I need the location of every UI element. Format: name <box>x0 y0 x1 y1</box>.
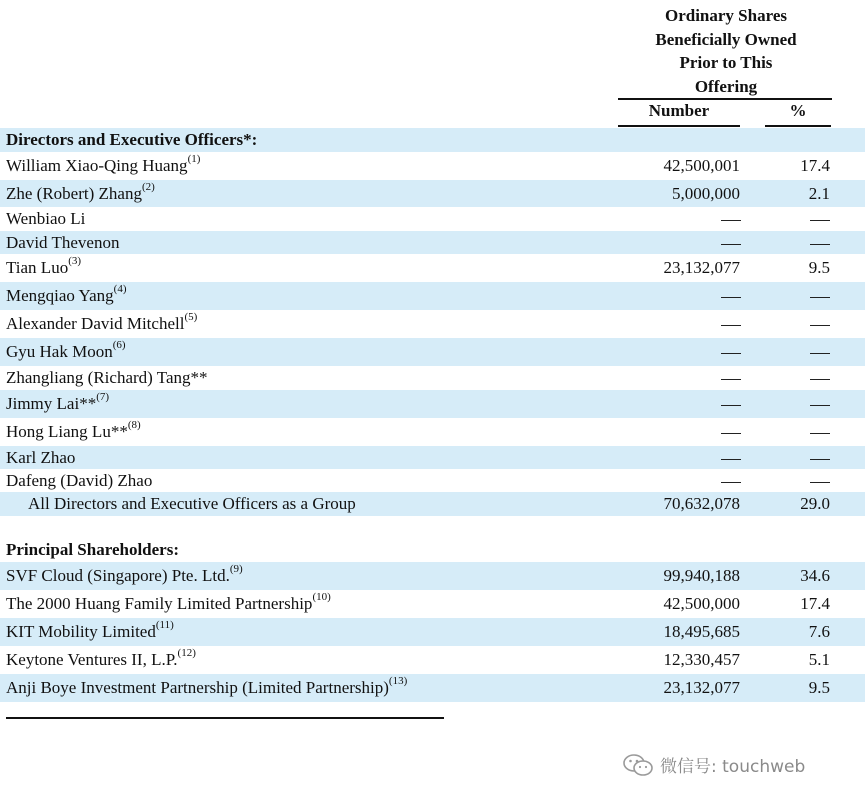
holder-name <box>6 418 141 446</box>
table-row <box>0 538 865 562</box>
em-dash <box>810 297 830 298</box>
holder-name-text: Alexander David Mitchell <box>6 314 185 333</box>
percent-header-underline <box>765 125 831 127</box>
holder-name <box>6 254 81 282</box>
holder-name <box>6 207 85 231</box>
table-row <box>0 207 865 231</box>
shares-percent: 29.0 <box>800 494 830 513</box>
holder-name-text: Hong Liang Lu** <box>6 422 128 441</box>
holder-name <box>6 618 174 646</box>
em-dash <box>810 405 830 406</box>
footnote-ref: (10) <box>312 591 331 604</box>
holder-name-text: William Xiao-Qing Huang <box>6 156 188 175</box>
holder-name-text: The 2000 Huang Family Limited Partnership <box>6 594 313 613</box>
shares-percent <box>810 418 830 446</box>
shares-number <box>721 207 740 231</box>
shares-number <box>721 469 740 492</box>
shares-number <box>721 418 740 446</box>
table-row <box>0 390 865 418</box>
footnote-ref: (3) <box>68 255 82 268</box>
em-dash <box>810 325 830 326</box>
shares-percent <box>810 207 830 231</box>
holder-name <box>6 674 407 702</box>
footnote-ref: (13) <box>388 675 408 688</box>
shares-percent <box>810 390 830 418</box>
footnote-ref: (2) <box>141 181 155 194</box>
table-row <box>0 646 865 674</box>
holder-name <box>6 282 127 310</box>
em-dash <box>721 405 741 406</box>
em-dash <box>721 482 741 483</box>
wechat-icon <box>622 753 654 777</box>
shares-percent: 9.5 <box>808 678 830 697</box>
footnote-ref: (8) <box>127 419 141 432</box>
table-row <box>0 492 865 516</box>
holder-name <box>6 231 119 254</box>
holder-name <box>6 390 109 418</box>
shares-number: 12,330,457 <box>663 650 740 669</box>
table-row <box>0 469 865 492</box>
footnote-ref: (12) <box>177 647 196 660</box>
holder-name <box>6 180 155 207</box>
holder-name-text: Jimmy Lai** <box>6 394 97 413</box>
shares-percent: 5.1 <box>808 650 830 669</box>
em-dash <box>721 325 741 326</box>
holder-name-text: Keytone Ventures II, L.P. <box>6 650 178 669</box>
watermark <box>622 752 805 777</box>
shares-percent <box>810 366 830 390</box>
em-dash <box>810 379 830 380</box>
em-dash <box>721 244 741 245</box>
em-dash <box>810 244 830 245</box>
section-label-directors: Directors and Executive Officers*: <box>6 130 258 149</box>
table-row <box>0 180 865 207</box>
shares-percent <box>810 446 830 469</box>
holder-name-text: Mengqiao Yang <box>6 286 114 305</box>
header-line: Prior to This <box>679 53 773 72</box>
holder-name <box>6 562 243 590</box>
shares-percent <box>810 469 830 492</box>
table-row <box>0 674 865 702</box>
holder-name <box>6 310 197 338</box>
footnote-ref: (5) <box>184 311 198 324</box>
em-dash <box>810 482 830 483</box>
em-dash <box>721 353 741 354</box>
section-label-principals: Principal Shareholders: <box>6 540 179 559</box>
table-row <box>0 152 865 180</box>
table-row <box>0 282 865 310</box>
shares-number: 70,632,078 <box>663 494 740 513</box>
number-header-underline <box>618 125 740 127</box>
holder-name-text: Anji Boye Investment Partnership (Limited Partnership) <box>6 678 389 697</box>
table-row <box>0 562 865 590</box>
em-dash <box>721 459 741 460</box>
em-dash <box>721 297 741 298</box>
shares-number <box>721 446 740 469</box>
table-row <box>0 446 865 469</box>
footnote-ref: (1) <box>187 153 201 166</box>
shares-number <box>721 390 740 418</box>
em-dash <box>810 353 830 354</box>
shares-number <box>721 338 740 366</box>
shares-number: 23,132,077 <box>663 258 740 277</box>
holder-name <box>6 646 196 674</box>
holder-name-text: David Thevenon <box>6 233 120 252</box>
shares-percent: 2.1 <box>808 184 830 203</box>
shares-number <box>721 366 740 390</box>
shares-percent: 17.4 <box>800 594 830 613</box>
footnote-divider <box>6 717 444 719</box>
percent-column-header: % <box>789 101 807 120</box>
table-row <box>0 310 865 338</box>
em-dash <box>721 379 741 380</box>
holder-name-text: Dafeng (David) Zhao <box>6 471 153 490</box>
header-line: Beneficially Owned <box>655 29 797 49</box>
holder-name-text: Gyu Hak Moon <box>6 342 113 361</box>
shares-percent <box>810 231 830 254</box>
shares-percent: 17.4 <box>800 156 830 175</box>
holder-name-text: Zhangliang (Richard) Tang** <box>6 368 208 387</box>
table-row <box>0 590 865 618</box>
shares-number: 5,000,000 <box>672 184 740 203</box>
holder-name <box>6 366 208 390</box>
holder-name <box>6 590 331 618</box>
column-group-header <box>620 4 832 98</box>
holder-name-text: Zhe (Robert) Zhang <box>6 184 142 203</box>
shares-percent: 34.6 <box>800 566 830 585</box>
shares-number: 99,940,188 <box>663 566 740 585</box>
shares-number: 42,500,001 <box>663 156 740 175</box>
footnote-ref: (4) <box>113 283 127 296</box>
shares-number: 23,132,077 <box>663 678 740 697</box>
table-row <box>0 366 865 390</box>
footnote-ref: (6) <box>112 339 126 352</box>
number-column-header: Number <box>648 101 710 120</box>
em-dash <box>721 220 741 221</box>
table-row <box>0 231 865 254</box>
footnote-ref: (9) <box>229 563 243 576</box>
holder-name <box>6 446 75 469</box>
shares-number <box>721 231 740 254</box>
table-row <box>0 128 865 152</box>
table-row <box>0 618 865 646</box>
shares-percent <box>810 338 830 366</box>
shares-number: 18,495,685 <box>663 622 740 641</box>
header-divider <box>618 98 832 100</box>
group-total-label: All Directors and Executive Officers as a Group <box>28 494 356 513</box>
shares-percent <box>810 310 830 338</box>
holder-name-text: KIT Mobility Limited <box>6 622 156 641</box>
table-row <box>0 338 865 366</box>
footnote-ref: (7) <box>96 391 110 404</box>
holder-name-text: Wenbiao Li <box>6 209 86 228</box>
shares-number <box>721 282 740 310</box>
watermark-text: 微信号: touchweb <box>660 757 806 777</box>
holder-name <box>6 338 126 366</box>
shares-percent: 7.6 <box>808 622 830 641</box>
holder-name <box>6 469 152 492</box>
header-line: Ordinary Shares <box>664 6 787 25</box>
holder-name-text: SVF Cloud (Singapore) Pte. Ltd. <box>6 566 230 585</box>
shares-number: 42,500,000 <box>663 594 740 613</box>
holder-name-text: Tian Luo <box>6 258 69 277</box>
holder-name-text: Karl Zhao <box>6 448 76 467</box>
header-line: Offering <box>694 76 758 96</box>
table-row <box>0 254 865 282</box>
em-dash <box>810 459 830 460</box>
table-row <box>0 418 865 446</box>
shares-number <box>721 310 740 338</box>
footnote-ref: (11) <box>155 619 174 632</box>
shares-percent: 9.5 <box>808 258 830 277</box>
shares-percent <box>810 282 830 310</box>
holder-name <box>6 152 200 180</box>
em-dash <box>810 433 830 434</box>
em-dash <box>721 433 741 434</box>
em-dash <box>810 220 830 221</box>
